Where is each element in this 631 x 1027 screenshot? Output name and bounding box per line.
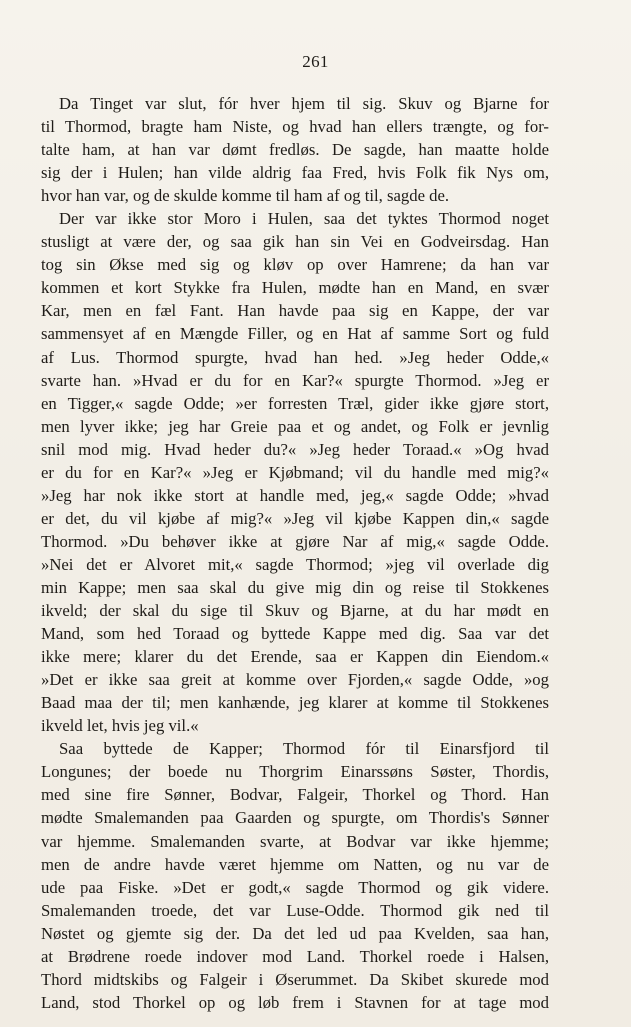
text-line: Nøstet og gjemte sig der. Da det led ud paa Kvelden, saa han, xyxy=(41,923,549,943)
text-line: Thord midtskibs og Falgeir i Øserummet. Da Skibet skurede mod xyxy=(41,969,549,989)
text-line: ikke mere; klarer du det Erende, saa er Kappen din Eiendom.« xyxy=(41,647,549,667)
text-line: talte ham, at han var dømt fredløs. De sagde, han maatte holde xyxy=(41,140,549,160)
text-line: Saa byttede de Kapper; Thormod fór til Einarsfjord til xyxy=(59,739,549,759)
text-line: en Tigger,« sagde Odde; »er forresten Træl, gider ikke gjøre stort, xyxy=(41,393,549,413)
text-line: kommen et kort Stykke fra Hulen, mødte han en Mand, en svær xyxy=(41,278,549,298)
text-line: sammensyet af en Mængde Filler, og en Hat af samme Sort og fuld xyxy=(41,324,549,344)
text-line: tog sin Økse med sig og kløv op over Hamrene; da han var xyxy=(41,255,549,275)
text-line: ikveld let, hvis jeg vil.« xyxy=(41,716,199,736)
text-line: men de andre havde været hjemme om Natten, og nu var de xyxy=(41,854,549,874)
text-line: ude paa Fiske. »Det er godt,« sagde Thormod og gik videre. xyxy=(41,877,549,897)
text-line: Longunes; der boede nu Thorgrim Einarssøns Søster, Thordis, xyxy=(41,762,549,782)
text-line: er du for en Kar?« »Jeg er Kjøbmand; vil du handle med mig?« xyxy=(41,462,549,482)
text-line: Land, stod Thorkel op og løb frem i Stavnen for at tage mod xyxy=(41,992,549,1012)
text-line: svarte han. »Hvad er du for en Kar?« spurgte Thormod. »Jeg er xyxy=(41,370,549,390)
text-line: var hjemme. Smalemanden svarte, at Bodvar var ikke hjemme; xyxy=(41,831,549,851)
text-line: sig der i Hulen; han vilde aldrig faa Fred, hvis Folk fik Nys om, xyxy=(41,163,549,183)
body-text xyxy=(41,92,549,1014)
text-line: Da Tinget var slut, fór hver hjem til sig. Skuv og Bjarne for xyxy=(59,94,549,113)
text-line: men lyver ikke; jeg har Greie paa et og andet, og Folk er jevnlig xyxy=(41,416,549,436)
text-line: Kar, men en fæl Fant. Han havde paa sig en Kappe, der var xyxy=(41,301,549,321)
text-line: »Det er ikke saa greit at komme over Fjorden,« sagde Odde, »og xyxy=(41,670,549,690)
text-line: min Kappe; men saa skal du give mig din og reise til Stokkenes xyxy=(41,577,549,597)
text-line: at Brødrene roede indover mod Land. Thorkel roede i Halsen, xyxy=(41,946,549,966)
text-line: Mand, som hed Toraad og byttede Kappe med dig. Saa var det xyxy=(41,624,549,644)
text-line: ikveld; der skal du sige til Skuv og Bjarne, at du har mødt en xyxy=(41,601,549,621)
text-line: Smalemanden troede, det var Luse-Odde. Thormod gik ned til xyxy=(41,900,549,920)
text-line: stusligt at være der, og saa gik han sin Vei en Godveirsdag. Han xyxy=(41,232,549,252)
text-line: med sine fire Sønner, Bodvar, Falgeir, Thorkel og Thord. Han xyxy=(41,785,549,805)
text-line: »Jeg har nok ikke stort at handle med, jeg,« sagde Odde; »hvad xyxy=(41,485,549,505)
text-line: Thormod. »Du behøver ikke at gjøre Nar af mig,« sagde Odde. xyxy=(41,531,549,551)
text-line: hvor han var, og de skulde komme til ham af og til, sagde de. xyxy=(41,186,450,206)
text-line: mødte Smalemanden paa Gaarden og spurgte, om Thordis's Sønner xyxy=(41,808,549,828)
text-line: »Nei det er Alvoret mit,« sagde Thormod; »jeg vil overlade dig xyxy=(41,554,549,574)
text-line: Der var ikke stor Moro i Hulen, saa det tyktes Thormod noget xyxy=(59,209,549,229)
text-line: snil mod mig. Hvad heder du?« »Jeg heder Toraad.« »Og hvad xyxy=(41,439,549,459)
text-line: Baad maa der til; men kanhænde, jeg klarer at komme til Stokkenes xyxy=(41,693,549,713)
text-line: er det, du vil kjøbe af mig?« »Jeg vil kjøbe Kappen din,« sagde xyxy=(41,508,549,528)
page-number: 261 xyxy=(302,52,329,71)
text-line: til Thormod, bragte ham Niste, og hvad han ellers trængte, og for- xyxy=(41,117,549,137)
text-line: af Lus. Thormod spurgte, hvad han hed. »Jeg heder Odde,« xyxy=(41,347,549,367)
